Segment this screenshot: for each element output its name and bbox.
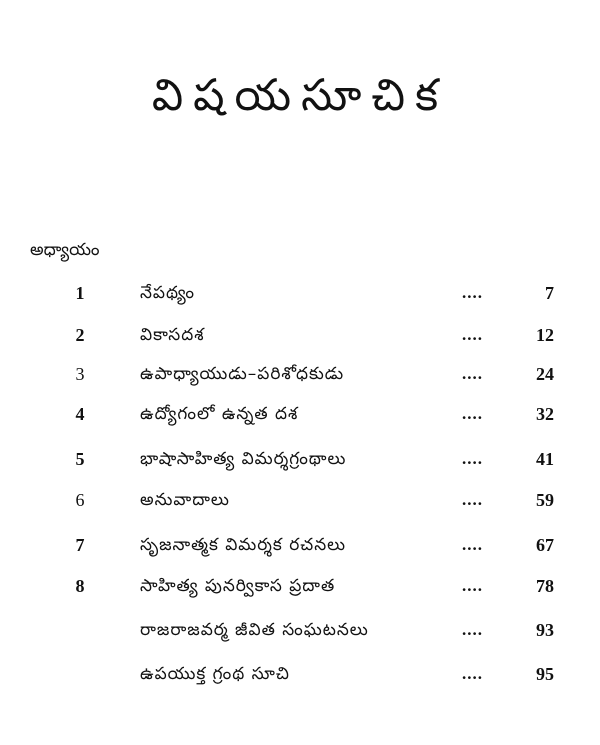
toc-row (0, 364, 600, 394)
page-number: 95 (536, 664, 554, 684)
page-number: 93 (536, 620, 554, 640)
page-number: 32 (536, 404, 554, 424)
leader-dots: .... (462, 535, 483, 554)
toc-row (0, 620, 600, 650)
chapter-title: ఉపాధ్యాయుడు–పరిశోధకుడు (140, 364, 345, 384)
chapter-title: ఉపయుక్త గ్రంథ సూచి (140, 664, 290, 684)
leader-dots: .... (462, 576, 483, 595)
chapter-title: నేపథ్యం (140, 283, 195, 303)
page-number: 67 (536, 535, 554, 555)
toc-row (0, 325, 600, 355)
chapter-number: 5 (75, 449, 85, 469)
toc-row (0, 576, 600, 606)
leader-dots: .... (462, 490, 483, 509)
page-number: 24 (536, 364, 554, 384)
toc-row (0, 664, 600, 694)
chapter-number: 7 (75, 535, 85, 555)
chapter-number: 3 (75, 364, 85, 384)
toc-row (0, 283, 600, 313)
chapter-title: వికాసదశ (140, 325, 205, 345)
chapter-title: అనువాదాలు (140, 490, 230, 510)
chapter-title: ఉద్యోగంలో ఉన్నత దశ (140, 404, 299, 424)
chapter-title: సాహిత్య పునర్వికాస ప్రదాత (140, 576, 336, 596)
page-number: 7 (545, 283, 554, 303)
page-number: 41 (536, 449, 554, 469)
chapter-title: రాజరాజవర్మ జీవిత సంఘటనలు (140, 620, 369, 640)
page-title: విషయసూచిక (151, 70, 449, 121)
chapter-title: సృజనాత్మక విమర్శక రచనలు (140, 535, 347, 555)
toc-row (0, 449, 600, 479)
leader-dots: .... (462, 325, 483, 344)
toc-row (0, 535, 600, 565)
chapter-number: 2 (75, 325, 85, 345)
toc-row (0, 490, 600, 520)
chapter-number: 4 (75, 404, 85, 424)
leader-dots: .... (462, 364, 483, 383)
chapter-number: 1 (75, 283, 85, 303)
chapter-number: 6 (75, 490, 85, 510)
page-number: 78 (536, 576, 554, 596)
leader-dots: .... (462, 404, 483, 423)
page-number: 12 (536, 325, 554, 345)
leader-dots: .... (462, 664, 483, 683)
chapter-column-heading: అధ్యాయం (30, 240, 100, 260)
leader-dots: .... (462, 449, 483, 468)
toc-row (0, 404, 600, 434)
page-number: 59 (536, 490, 554, 510)
chapter-number: 8 (75, 576, 85, 596)
chapter-title: భాషాసాహిత్య విమర్శగ్రంథాలు (140, 449, 347, 469)
leader-dots: .... (462, 620, 483, 639)
leader-dots: .... (462, 283, 483, 302)
